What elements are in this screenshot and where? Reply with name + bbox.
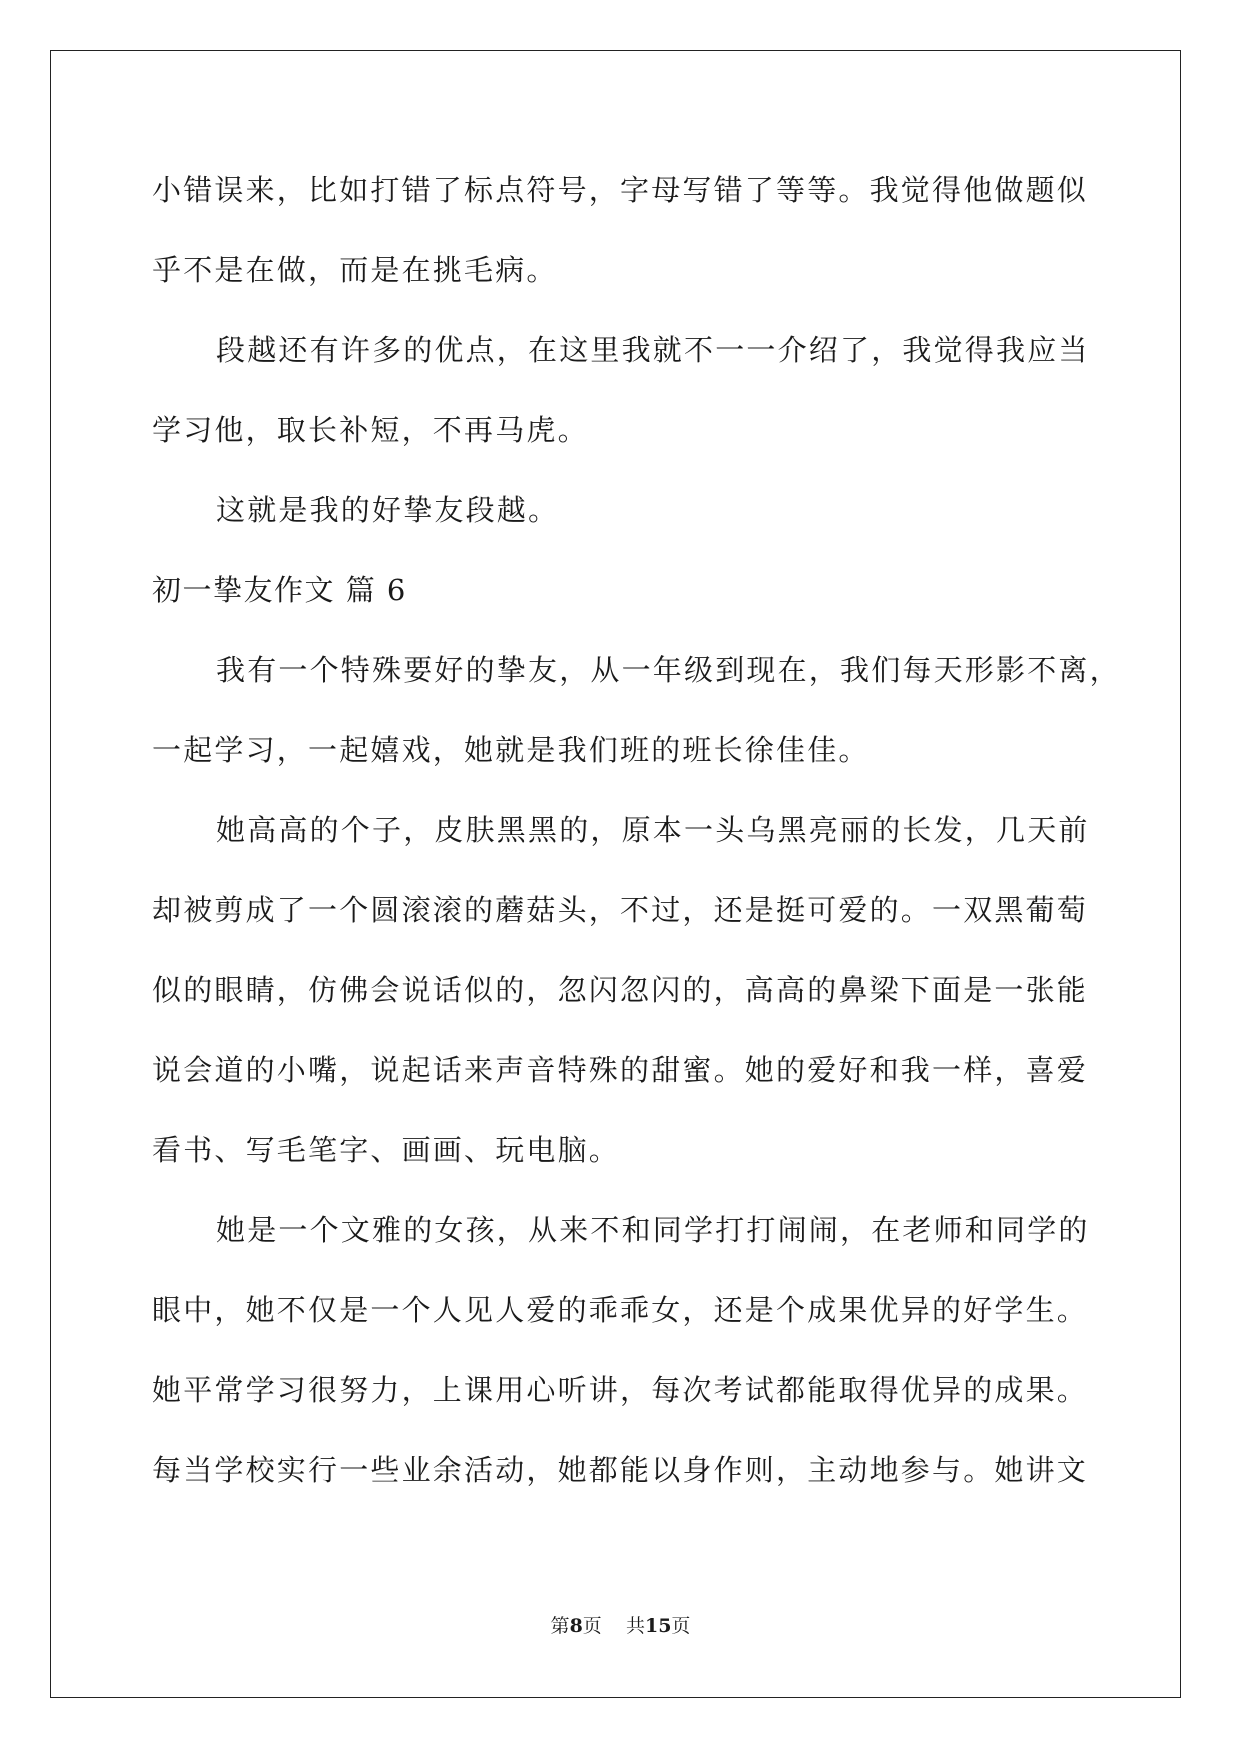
paragraph-start: 她是一个文雅的女孩，从来不和同学打打闹闹，在老师和同学的: [216, 1213, 1090, 1247]
text-line: 她平常学习很努力，上课用心听讲，每次考试都能取得优异的成果。: [152, 1373, 1089, 1407]
total-pages: 15: [644, 1615, 672, 1637]
text-line: 小错误来，比如打错了标点符号，字母写错了等等。我觉得他做题似: [152, 173, 1089, 207]
text-line: 每当学校实行一些业余活动，她都能以身作则，主动地参与。她讲文: [152, 1453, 1089, 1487]
text-line: 说会道的小嘴，说起话来声音特殊的甜蜜。她的爱好和我一样，喜爱: [152, 1053, 1089, 1087]
page-footer: [0, 1614, 1241, 1638]
text-line: 眼中，她不仅是一个人见人爱的乖乖女，还是个成果优异的好学生。: [152, 1293, 1089, 1327]
paragraph-start: 段越还有许多的优点，在这里我就不一一介绍了，我觉得我应当: [216, 333, 1090, 367]
current-page-number: 8: [569, 1615, 583, 1637]
text-line: 看书、写毛笔字、画画、玩电脑。: [152, 1133, 621, 1167]
text-line: 乎不是在做，而是在挑毛病。: [152, 253, 558, 287]
footer-suffix: 页: [671, 1615, 691, 1637]
text-line: 学习他，取长补短，不再马虎。: [152, 413, 589, 447]
text-line: 似的眼睛，仿佛会说话似的，忽闪忽闪的，高高的鼻梁下面是一张能: [152, 973, 1089, 1007]
footer-prefix: 第: [550, 1615, 570, 1637]
paragraph-start: 这就是我的好挚友段越。: [216, 493, 560, 527]
footer-middle: 页 共: [582, 1615, 645, 1637]
section-heading: 初一挚友作文 篇 6: [152, 573, 407, 607]
text-line: 却被剪成了一个圆滚滚的蘑菇头，不过，还是挺可爱的。一双黑葡萄: [152, 893, 1089, 927]
text-line: 一起学习，一起嬉戏，她就是我们班的班长徐佳佳。: [152, 733, 870, 767]
paragraph-start: 她高高的个子，皮肤黑黑的，原本一头乌黑亮丽的长发，几天前: [216, 813, 1090, 847]
paragraph-start: 我有一个特殊要好的挚友，从一年级到现在，我们每天形影不离，: [216, 653, 1121, 687]
